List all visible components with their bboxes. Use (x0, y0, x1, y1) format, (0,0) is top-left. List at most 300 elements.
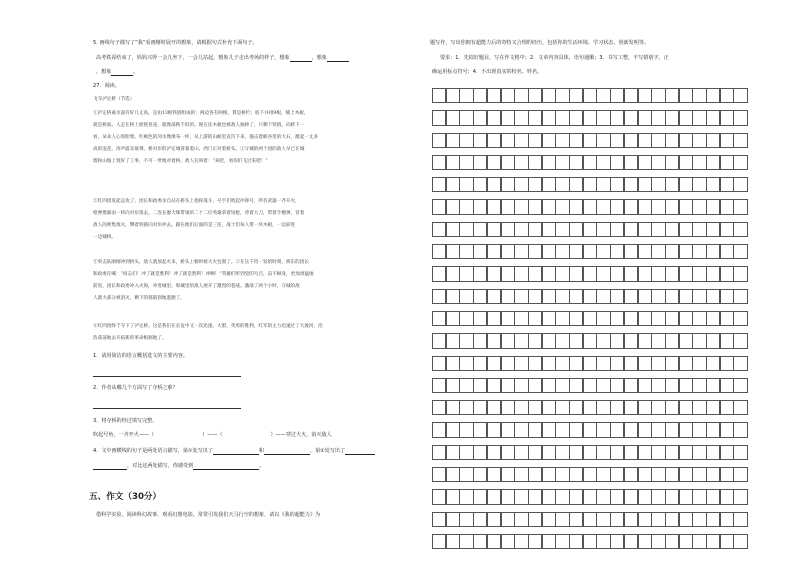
grid-cell[interactable] (542, 110, 556, 125)
grid-cell[interactable] (692, 266, 706, 281)
grid-cell[interactable] (624, 177, 638, 192)
grid-cell[interactable] (459, 512, 473, 527)
grid-cell[interactable] (692, 155, 706, 170)
grid-cell[interactable] (446, 422, 460, 437)
grid-cell[interactable] (679, 422, 693, 437)
grid-cell[interactable] (679, 378, 693, 393)
grid-cell[interactable] (432, 266, 446, 281)
grid-cell[interactable] (501, 177, 515, 192)
grid-cell[interactable] (501, 512, 515, 527)
grid-cell[interactable] (638, 222, 652, 237)
grid-cell[interactable] (432, 489, 446, 504)
grid-cell[interactable] (624, 512, 638, 527)
grid-cell[interactable] (733, 133, 747, 148)
grid-cell[interactable] (487, 266, 501, 281)
grid-cell[interactable] (446, 356, 460, 371)
grid-cell[interactable] (665, 534, 679, 549)
grid-cell[interactable] (514, 266, 528, 281)
grid-cell[interactable] (569, 110, 583, 125)
grid-cell[interactable] (679, 489, 693, 504)
grid-cell[interactable] (569, 534, 583, 549)
sq4-blank-3[interactable] (345, 449, 375, 455)
grid-cell[interactable] (720, 400, 734, 415)
grid-cell[interactable] (679, 244, 693, 259)
grid-cell[interactable] (528, 177, 542, 192)
grid-cell[interactable] (501, 88, 515, 103)
grid-cell[interactable] (624, 155, 638, 170)
grid-cell[interactable] (665, 222, 679, 237)
grid-cell[interactable] (706, 222, 720, 237)
grid-cell[interactable] (432, 378, 446, 393)
grid-cell[interactable] (583, 110, 597, 125)
grid-cell[interactable] (679, 110, 693, 125)
grid-cell[interactable] (542, 378, 556, 393)
grid-cell[interactable] (596, 333, 610, 348)
grid-cell[interactable] (651, 378, 665, 393)
grid-cell[interactable] (542, 467, 556, 482)
grid-cell[interactable] (679, 222, 693, 237)
grid-cell[interactable] (610, 445, 624, 460)
grid-cell[interactable] (528, 333, 542, 348)
grid-cell[interactable] (459, 311, 473, 326)
grid-cell[interactable] (733, 400, 747, 415)
grid-cell[interactable] (528, 400, 542, 415)
grid-cell[interactable] (720, 512, 734, 527)
grid-cell[interactable] (555, 333, 569, 348)
grid-cell[interactable] (624, 378, 638, 393)
grid-cell[interactable] (569, 266, 583, 281)
grid-cell[interactable] (720, 222, 734, 237)
grid-cell[interactable] (651, 489, 665, 504)
grid-cell[interactable] (459, 177, 473, 192)
grid-cell[interactable] (692, 88, 706, 103)
grid-cell[interactable] (459, 199, 473, 214)
grid-cell[interactable] (610, 88, 624, 103)
grid-cell[interactable] (733, 88, 747, 103)
grid-cell[interactable] (501, 222, 515, 237)
grid-cell[interactable] (459, 445, 473, 460)
grid-cell[interactable] (651, 512, 665, 527)
grid-cell[interactable] (542, 422, 556, 437)
grid-cell[interactable] (720, 467, 734, 482)
grid-cell[interactable] (555, 177, 569, 192)
grid-cell[interactable] (720, 244, 734, 259)
grid-cell[interactable] (651, 311, 665, 326)
grid-cell[interactable] (555, 356, 569, 371)
grid-cell[interactable] (501, 266, 515, 281)
grid-cell[interactable] (665, 333, 679, 348)
grid-cell[interactable] (651, 445, 665, 460)
grid-cell[interactable] (679, 177, 693, 192)
grid-cell[interactable] (596, 177, 610, 192)
grid-cell[interactable] (569, 289, 583, 304)
grid-cell[interactable] (596, 534, 610, 549)
grid-cell[interactable] (569, 378, 583, 393)
grid-cell[interactable] (432, 155, 446, 170)
grid-cell[interactable] (459, 422, 473, 437)
grid-cell[interactable] (473, 88, 487, 103)
grid-cell[interactable] (542, 222, 556, 237)
grid-cell[interactable] (706, 400, 720, 415)
grid-cell[interactable] (638, 244, 652, 259)
grid-cell[interactable] (692, 289, 706, 304)
grid-cell[interactable] (624, 333, 638, 348)
grid-cell[interactable] (514, 110, 528, 125)
grid-cell[interactable] (528, 289, 542, 304)
grid-cell[interactable] (610, 222, 624, 237)
grid-cell[interactable] (542, 333, 556, 348)
grid-cell[interactable] (610, 467, 624, 482)
grid-cell[interactable] (706, 534, 720, 549)
grid-cell[interactable] (514, 534, 528, 549)
grid-cell[interactable] (501, 311, 515, 326)
grid-cell[interactable] (651, 333, 665, 348)
grid-cell[interactable] (542, 400, 556, 415)
grid-cell[interactable] (432, 244, 446, 259)
grid-cell[interactable] (720, 199, 734, 214)
grid-cell[interactable] (446, 244, 460, 259)
grid-cell[interactable] (733, 356, 747, 371)
grid-cell[interactable] (432, 422, 446, 437)
grid-cell[interactable] (679, 311, 693, 326)
grid-cell[interactable] (665, 378, 679, 393)
grid-cell[interactable] (432, 400, 446, 415)
grid-cell[interactable] (487, 422, 501, 437)
grid-cell[interactable] (583, 133, 597, 148)
grid-cell[interactable] (679, 333, 693, 348)
grid-cell[interactable] (569, 333, 583, 348)
grid-cell[interactable] (473, 289, 487, 304)
grid-cell[interactable] (651, 400, 665, 415)
grid-cell[interactable] (583, 378, 597, 393)
grid-cell[interactable] (501, 489, 515, 504)
grid-cell[interactable] (706, 199, 720, 214)
grid-cell[interactable] (733, 155, 747, 170)
grid-cell[interactable] (501, 356, 515, 371)
grid-cell[interactable] (514, 512, 528, 527)
grid-cell[interactable] (638, 445, 652, 460)
grid-cell[interactable] (665, 88, 679, 103)
grid-cell[interactable] (692, 222, 706, 237)
grid-cell[interactable] (624, 534, 638, 549)
grid-cell[interactable] (473, 110, 487, 125)
grid-cell[interactable] (528, 266, 542, 281)
grid-cell[interactable] (638, 378, 652, 393)
grid-cell[interactable] (501, 155, 515, 170)
grid-cell[interactable] (487, 445, 501, 460)
grid-cell[interactable] (638, 88, 652, 103)
grid-cell[interactable] (679, 512, 693, 527)
grid-cell[interactable] (514, 333, 528, 348)
grid-cell[interactable] (638, 333, 652, 348)
grid-cell[interactable] (583, 88, 597, 103)
grid-cell[interactable] (596, 311, 610, 326)
grid-cell[interactable] (583, 155, 597, 170)
grid-cell[interactable] (679, 88, 693, 103)
grid-cell[interactable] (651, 199, 665, 214)
grid-cell[interactable] (624, 356, 638, 371)
grid-cell[interactable] (720, 88, 734, 103)
grid-cell[interactable] (596, 422, 610, 437)
grid-cell[interactable] (624, 88, 638, 103)
grid-cell[interactable] (473, 266, 487, 281)
grid-cell[interactable] (501, 534, 515, 549)
grid-cell[interactable] (514, 356, 528, 371)
grid-cell[interactable] (624, 133, 638, 148)
grid-cell[interactable] (706, 266, 720, 281)
grid-cell[interactable] (720, 311, 734, 326)
grid-cell[interactable] (610, 266, 624, 281)
q5-blank-2[interactable] (327, 56, 349, 62)
grid-cell[interactable] (569, 222, 583, 237)
grid-cell[interactable] (459, 110, 473, 125)
grid-cell[interactable] (733, 445, 747, 460)
grid-cell[interactable] (446, 177, 460, 192)
grid-cell[interactable] (569, 489, 583, 504)
grid-cell[interactable] (610, 110, 624, 125)
grid-cell[interactable] (596, 244, 610, 259)
grid-cell[interactable] (501, 467, 515, 482)
grid-cell[interactable] (692, 489, 706, 504)
grid-cell[interactable] (733, 199, 747, 214)
grid-cell[interactable] (569, 311, 583, 326)
grid-cell[interactable] (638, 289, 652, 304)
grid-cell[interactable] (569, 512, 583, 527)
grid-cell[interactable] (679, 467, 693, 482)
grid-cell[interactable] (446, 400, 460, 415)
grid-cell[interactable] (610, 199, 624, 214)
grid-cell[interactable] (583, 400, 597, 415)
grid-cell[interactable] (651, 110, 665, 125)
grid-cell[interactable] (501, 244, 515, 259)
grid-cell[interactable] (514, 422, 528, 437)
grid-cell[interactable] (638, 467, 652, 482)
grid-cell[interactable] (555, 489, 569, 504)
grid-cell[interactable] (501, 199, 515, 214)
grid-cell[interactable] (514, 133, 528, 148)
grid-cell[interactable] (733, 467, 747, 482)
grid-cell[interactable] (638, 110, 652, 125)
sq4-blank-2[interactable] (264, 449, 310, 455)
grid-cell[interactable] (528, 155, 542, 170)
grid-cell[interactable] (706, 155, 720, 170)
grid-cell[interactable] (569, 244, 583, 259)
grid-cell[interactable] (528, 222, 542, 237)
grid-cell[interactable] (596, 356, 610, 371)
grid-cell[interactable] (473, 333, 487, 348)
grid-cell[interactable] (432, 222, 446, 237)
grid-cell[interactable] (692, 467, 706, 482)
grid-cell[interactable] (528, 489, 542, 504)
grid-cell[interactable] (487, 110, 501, 125)
grid-cell[interactable] (624, 266, 638, 281)
grid-cell[interactable] (665, 110, 679, 125)
grid-cell[interactable] (706, 445, 720, 460)
grid-cell[interactable] (706, 88, 720, 103)
grid-cell[interactable] (473, 244, 487, 259)
grid-cell[interactable] (610, 489, 624, 504)
grid-cell[interactable] (555, 445, 569, 460)
grid-cell[interactable] (692, 177, 706, 192)
grid-cell[interactable] (624, 400, 638, 415)
grid-cell[interactable] (514, 155, 528, 170)
grid-cell[interactable] (651, 356, 665, 371)
grid-cell[interactable] (432, 199, 446, 214)
grid-cell[interactable] (473, 133, 487, 148)
grid-cell[interactable] (569, 445, 583, 460)
grid-cell[interactable] (446, 266, 460, 281)
grid-cell[interactable] (542, 199, 556, 214)
grid-cell[interactable] (569, 133, 583, 148)
grid-cell[interactable] (733, 333, 747, 348)
grid-cell[interactable] (665, 467, 679, 482)
grid-cell[interactable] (720, 378, 734, 393)
grid-cell[interactable] (432, 311, 446, 326)
grid-cell[interactable] (555, 467, 569, 482)
grid-cell[interactable] (610, 133, 624, 148)
grid-cell[interactable] (596, 133, 610, 148)
grid-cell[interactable] (706, 422, 720, 437)
grid-cell[interactable] (665, 445, 679, 460)
grid-cell[interactable] (528, 110, 542, 125)
grid-cell[interactable] (487, 222, 501, 237)
grid-cell[interactable] (542, 88, 556, 103)
grid-cell[interactable] (583, 445, 597, 460)
grid-cell[interactable] (487, 356, 501, 371)
grid-cell[interactable] (651, 266, 665, 281)
grid-cell[interactable] (528, 445, 542, 460)
sq4-blank-5[interactable] (193, 464, 259, 470)
grid-cell[interactable] (473, 489, 487, 504)
grid-cell[interactable] (501, 378, 515, 393)
grid-cell[interactable] (459, 489, 473, 504)
grid-cell[interactable] (596, 378, 610, 393)
grid-cell[interactable] (569, 177, 583, 192)
grid-cell[interactable] (514, 311, 528, 326)
grid-cell[interactable] (692, 445, 706, 460)
grid-cell[interactable] (555, 422, 569, 437)
grid-cell[interactable] (528, 378, 542, 393)
grid-cell[interactable] (720, 155, 734, 170)
grid-cell[interactable] (542, 266, 556, 281)
grid-cell[interactable] (514, 222, 528, 237)
grid-cell[interactable] (487, 311, 501, 326)
grid-cell[interactable] (501, 110, 515, 125)
q5-blank-1[interactable] (290, 56, 312, 62)
grid-cell[interactable] (706, 333, 720, 348)
grid-cell[interactable] (569, 88, 583, 103)
grid-cell[interactable] (583, 512, 597, 527)
grid-cell[interactable] (665, 177, 679, 192)
grid-cell[interactable] (733, 222, 747, 237)
grid-cell[interactable] (514, 177, 528, 192)
grid-cell[interactable] (596, 400, 610, 415)
grid-cell[interactable] (446, 311, 460, 326)
grid-cell[interactable] (624, 467, 638, 482)
grid-cell[interactable] (446, 88, 460, 103)
grid-cell[interactable] (446, 222, 460, 237)
grid-cell[interactable] (610, 311, 624, 326)
grid-cell[interactable] (542, 244, 556, 259)
grid-cell[interactable] (487, 88, 501, 103)
grid-cell[interactable] (446, 133, 460, 148)
grid-cell[interactable] (651, 422, 665, 437)
grid-cell[interactable] (596, 88, 610, 103)
grid-cell[interactable] (733, 244, 747, 259)
grid-cell[interactable] (692, 244, 706, 259)
grid-cell[interactable] (569, 155, 583, 170)
grid-cell[interactable] (692, 110, 706, 125)
grid-cell[interactable] (459, 289, 473, 304)
grid-cell[interactable] (487, 534, 501, 549)
grid-cell[interactable] (706, 244, 720, 259)
grid-cell[interactable] (679, 266, 693, 281)
grid-cell[interactable] (446, 199, 460, 214)
grid-cell[interactable] (528, 422, 542, 437)
grid-cell[interactable] (555, 311, 569, 326)
grid-cell[interactable] (679, 445, 693, 460)
grid-cell[interactable] (610, 244, 624, 259)
grid-cell[interactable] (446, 155, 460, 170)
grid-cell[interactable] (542, 289, 556, 304)
grid-cell[interactable] (651, 155, 665, 170)
grid-cell[interactable] (733, 266, 747, 281)
grid-cell[interactable] (665, 155, 679, 170)
grid-cell[interactable] (555, 155, 569, 170)
grid-cell[interactable] (638, 512, 652, 527)
grid-cell[interactable] (706, 512, 720, 527)
grid-cell[interactable] (692, 534, 706, 549)
grid-cell[interactable] (706, 378, 720, 393)
grid-cell[interactable] (446, 378, 460, 393)
grid-cell[interactable] (706, 177, 720, 192)
grid-cell[interactable] (446, 534, 460, 549)
grid-cell[interactable] (638, 489, 652, 504)
grid-cell[interactable] (624, 199, 638, 214)
grid-cell[interactable] (446, 333, 460, 348)
grid-cell[interactable] (487, 133, 501, 148)
grid-cell[interactable] (665, 266, 679, 281)
grid-cell[interactable] (651, 289, 665, 304)
grid-cell[interactable] (720, 489, 734, 504)
grid-cell[interactable] (733, 177, 747, 192)
grid-cell[interactable] (692, 333, 706, 348)
grid-cell[interactable] (583, 467, 597, 482)
grid-cell[interactable] (459, 88, 473, 103)
grid-cell[interactable] (432, 512, 446, 527)
grid-cell[interactable] (569, 199, 583, 214)
grid-cell[interactable] (638, 534, 652, 549)
grid-cell[interactable] (487, 512, 501, 527)
grid-cell[interactable] (720, 356, 734, 371)
grid-cell[interactable] (528, 512, 542, 527)
grid-cell[interactable] (679, 155, 693, 170)
grid-cell[interactable] (706, 289, 720, 304)
grid-cell[interactable] (501, 289, 515, 304)
grid-cell[interactable] (720, 333, 734, 348)
grid-cell[interactable] (665, 489, 679, 504)
grid-cell[interactable] (528, 244, 542, 259)
grid-cell[interactable] (473, 445, 487, 460)
grid-cell[interactable] (473, 378, 487, 393)
grid-cell[interactable] (514, 88, 528, 103)
grid-cell[interactable] (487, 289, 501, 304)
composition-grid[interactable] (432, 88, 747, 556)
grid-cell[interactable] (528, 199, 542, 214)
grid-cell[interactable] (583, 311, 597, 326)
grid-cell[interactable] (610, 155, 624, 170)
grid-cell[interactable] (555, 512, 569, 527)
